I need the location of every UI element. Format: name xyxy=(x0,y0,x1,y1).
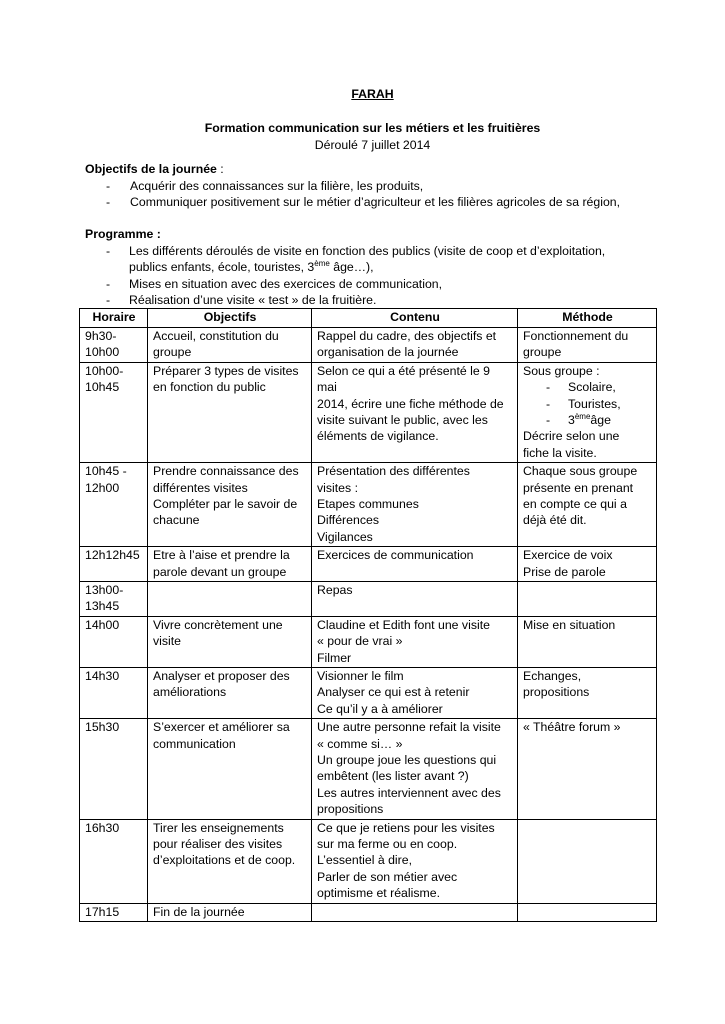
sub-group-item-text: Scolaire, xyxy=(568,380,616,395)
cell-contenu xyxy=(312,581,518,616)
cell-line: optimisme et réalisme. xyxy=(317,886,441,901)
cell-line: S’exercer et améliorer sa xyxy=(153,720,290,735)
cell-line: 17h15 xyxy=(85,904,120,919)
cell-contenu xyxy=(312,362,518,462)
sub-group-item-text: Touristes, xyxy=(568,396,621,411)
cell-horaire xyxy=(80,362,148,462)
table-row xyxy=(80,616,657,667)
objective-item: - Acquérir des connaissances sur la filière, les produits, xyxy=(85,178,660,194)
column-header-horaire: Horaire xyxy=(80,309,148,327)
cell-line: Sous groupe : xyxy=(523,363,600,378)
cell-line: chacune xyxy=(153,513,200,528)
cell-line: Ce qu’il y a à améliorer xyxy=(317,701,443,716)
cell-objectifs xyxy=(148,547,312,582)
cell-methode xyxy=(518,362,657,462)
cell-line: 12h12h45 xyxy=(85,548,140,563)
cell-horaire xyxy=(80,616,148,667)
document-date: Déroulé 7 juillet 2014 xyxy=(314,137,431,152)
document-title: FARAH xyxy=(351,87,394,101)
cell-line: L’essentiel à dire, xyxy=(317,853,413,868)
cell-line: Ce que je retiens pour les visites xyxy=(317,820,495,835)
programme-item: - Réalisation d’une visite « test » de la fruitière. xyxy=(85,292,660,308)
objectives-list xyxy=(85,178,660,211)
cell-line: Exercice de voix xyxy=(523,548,613,563)
cell-horaire xyxy=(80,463,148,547)
table-row xyxy=(80,547,657,582)
cell-line: « Théâtre forum » xyxy=(523,720,621,735)
cell-objectifs xyxy=(148,668,312,719)
ordinal-superscript: ème xyxy=(314,259,330,269)
ordinal-superscript: ème xyxy=(574,411,591,421)
programme-heading: Programme : xyxy=(85,227,161,242)
cell-line: Rappel du cadre, des objectifs et xyxy=(317,328,497,343)
schedule-body xyxy=(80,327,657,921)
table-header-row xyxy=(80,309,657,327)
cell-line: visites : xyxy=(317,480,358,495)
cell-objectifs xyxy=(148,581,312,616)
cell-line: Prise de parole xyxy=(523,564,606,579)
cell-line: Analyser et proposer des xyxy=(153,669,290,683)
cell-contenu xyxy=(312,719,518,819)
cell-line: Visionner le film xyxy=(317,669,404,683)
cell-objectifs xyxy=(148,362,312,462)
sub-group-item xyxy=(523,396,652,412)
cell-line: 13h45 xyxy=(85,599,120,614)
programme-item xyxy=(85,243,660,276)
cell-line: communication xyxy=(153,736,236,751)
cell-methode xyxy=(518,819,657,903)
cell-line: déjà été dit. xyxy=(523,513,587,528)
table-row xyxy=(80,327,657,362)
cell-methode xyxy=(518,581,657,616)
sub-group-item-suffix: âge xyxy=(590,412,611,427)
cell-objectifs xyxy=(148,616,312,667)
cell-contenu xyxy=(312,463,518,547)
cell-objectifs xyxy=(148,327,312,362)
cell-line: Claudine et Edith font une visite xyxy=(317,617,490,632)
cell-line: Repas xyxy=(317,582,353,597)
cell-line: améliorations xyxy=(153,685,227,700)
cell-line: en compte ce qui a xyxy=(523,496,627,511)
sub-group-item xyxy=(523,412,652,428)
sub-group-item-text xyxy=(548,412,611,428)
cell-objectifs xyxy=(148,463,312,547)
cell-horaire xyxy=(80,819,148,903)
cell-line: visite xyxy=(153,634,182,649)
cell-line: pour réaliser des visites xyxy=(153,837,283,852)
cell-line: 10h00- xyxy=(85,363,124,378)
cell-line: fiche la visite. xyxy=(523,445,597,460)
cell-horaire xyxy=(80,668,148,719)
cell-line: Fonctionnement du xyxy=(523,328,629,343)
cell-line: en fonction du public xyxy=(153,380,266,395)
cell-line: Analyser ce qui est à retenir xyxy=(317,685,470,700)
cell-line: groupe xyxy=(153,345,192,360)
cell-line: Une autre personne refait la visite xyxy=(317,720,501,735)
cell-contenu xyxy=(312,819,518,903)
programme-item: - Mises en situation avec des exercices de communication, xyxy=(85,276,660,292)
cell-objectifs xyxy=(148,819,312,903)
table-row xyxy=(80,362,657,462)
programme-item-line: - Les différents déroulés de visite en fonction des publics (visite de coop et d’exploitation, xyxy=(129,243,606,258)
cell-line: Prendre connaissance des xyxy=(153,464,299,479)
cell-line: Préparer 3 types de visites xyxy=(153,363,299,378)
cell-line: Décrire selon une xyxy=(523,429,620,444)
cell-contenu xyxy=(312,327,518,362)
cell-contenu xyxy=(312,903,518,921)
cell-line: Tirer les enseignements xyxy=(153,820,284,835)
cell-line: 15h30 xyxy=(85,720,120,735)
table-row xyxy=(80,581,657,616)
cell-line: différentes visites xyxy=(153,480,248,495)
column-header-methode: Méthode xyxy=(518,309,657,327)
cell-line: Vigilances xyxy=(317,529,373,544)
cell-methode xyxy=(518,616,657,667)
cell-line: Les autres interviennent avec des xyxy=(317,785,501,800)
table-row xyxy=(80,719,657,819)
cell-methode xyxy=(518,463,657,547)
column-header-contenu: Contenu xyxy=(312,309,518,327)
cell-line: embêtent (les lister avant ?) xyxy=(317,769,469,784)
cell-line: d’exploitations et de coop. xyxy=(153,853,296,868)
cell-line: visite suivant le public, avec les xyxy=(317,412,488,427)
cell-line: Différences xyxy=(317,513,379,528)
programme-item-text: âge…), xyxy=(329,260,374,275)
cell-line: organisation de la journée xyxy=(317,345,459,360)
cell-line: Accueil, constitution du xyxy=(153,328,279,343)
cell-line: éléments de vigilance. xyxy=(317,429,439,444)
cell-line: propositions xyxy=(317,802,384,817)
cell-line: sur ma ferme ou en coop. xyxy=(317,837,458,852)
programme-item-text: publics enfants, école, touristes, 3 xyxy=(129,260,315,275)
cell-line: Etre à l’aise et prendre la xyxy=(153,548,290,563)
cell-line: 12h00 xyxy=(85,480,120,495)
cell-line: Compléter par le savoir de xyxy=(153,496,298,511)
cell-line: Fin de la journée xyxy=(153,904,245,919)
cell-line: Chaque sous groupe xyxy=(523,464,638,479)
programme-list xyxy=(85,243,660,309)
cell-line: Echanges, xyxy=(523,669,582,683)
cell-horaire xyxy=(80,903,148,921)
cell-contenu xyxy=(312,668,518,719)
cell-objectifs xyxy=(148,903,312,921)
cell-line: « pour de vrai » xyxy=(317,634,403,649)
cell-methode xyxy=(518,547,657,582)
column-header-objectifs: Objectifs xyxy=(148,309,312,327)
cell-line: Filmer xyxy=(317,650,352,665)
cell-line: 14h30 xyxy=(85,669,120,683)
sub-group-item xyxy=(523,379,652,395)
table-row xyxy=(80,668,657,719)
cell-line: Un groupe joue les questions qui xyxy=(317,753,497,768)
cell-line: propositions xyxy=(523,685,590,700)
cell-line: Exercices de communication xyxy=(317,548,474,563)
sub-group-list xyxy=(523,379,652,428)
schedule-table xyxy=(79,308,657,922)
cell-line: 9h30- xyxy=(85,328,117,343)
cell-horaire xyxy=(80,327,148,362)
cell-objectifs xyxy=(148,719,312,819)
sub-group-item-number: 3 xyxy=(568,412,575,427)
cell-line: parole devant un groupe xyxy=(153,564,287,579)
document-subtitle: Formation communication sur les métiers et les fruitières xyxy=(204,121,541,136)
cell-line: 10h45 xyxy=(85,380,120,395)
cell-line: Etapes communes xyxy=(317,496,419,511)
cell-contenu xyxy=(312,616,518,667)
cell-line: « comme si… » xyxy=(317,736,403,751)
cell-horaire xyxy=(80,719,148,819)
cell-line: Parler de son métier avec xyxy=(317,869,458,884)
table-row xyxy=(80,903,657,921)
objectives-heading-colon: : xyxy=(216,162,224,177)
cell-horaire xyxy=(80,547,148,582)
cell-line: Mise en situation xyxy=(523,617,616,632)
table-row xyxy=(80,463,657,547)
cell-methode xyxy=(518,719,657,819)
cell-horaire xyxy=(80,581,148,616)
table-row xyxy=(80,819,657,903)
cell-line: 14h00 xyxy=(85,617,120,632)
cell-line: 13h00- xyxy=(85,582,124,597)
cell-line: Présentation des différentes xyxy=(317,464,470,479)
objectives-heading xyxy=(85,161,660,177)
programme-item-line xyxy=(129,259,660,275)
cell-methode xyxy=(518,903,657,921)
cell-methode xyxy=(518,327,657,362)
cell-line: Vivre concrètement une xyxy=(153,617,283,632)
document-page xyxy=(85,86,660,922)
cell-contenu xyxy=(312,547,518,582)
cell-line: 10h45 - xyxy=(85,464,127,479)
cell-line: Selon ce qui a été présenté le 9 mai xyxy=(317,363,490,395)
cell-line: groupe xyxy=(523,345,562,360)
cell-line: 2014, écrire une fiche méthode de xyxy=(317,396,504,411)
cell-line: présente en prenant xyxy=(523,480,634,495)
cell-line: 16h30 xyxy=(85,820,120,835)
cell-methode xyxy=(518,668,657,719)
objectives-heading-label: Objectifs de la journée xyxy=(85,162,217,177)
objective-item: - Communiquer positivement sur le métier d’agriculteur et les filières agricoles de sa région, xyxy=(85,194,660,210)
cell-line: 10h00 xyxy=(85,345,120,360)
